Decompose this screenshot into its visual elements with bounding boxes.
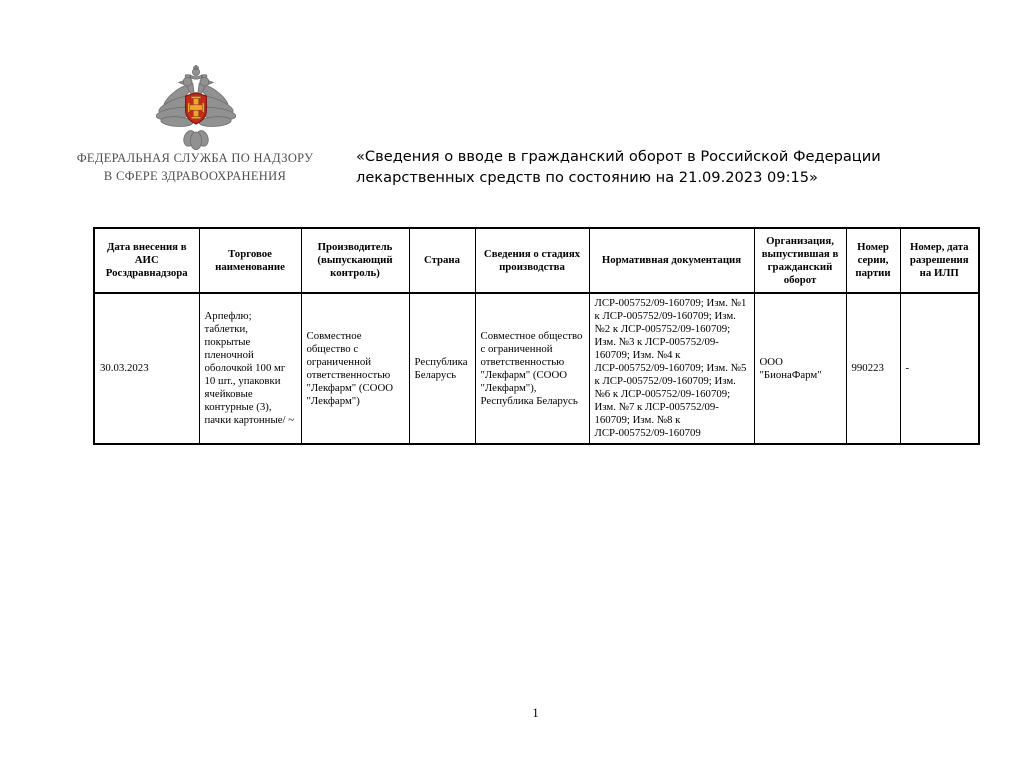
column-header-country: Страна (409, 228, 475, 293)
manufacturer-cell: Совместное общество с ограниченной ответственностью "Лекфарм" (СООО "Лекфарм") (301, 293, 409, 444)
column-header-manufacturer: Производитель (выпускающий контроль) (301, 228, 409, 293)
batch-number-cell: 990223 (846, 293, 900, 444)
column-header-release-organization: Организация, выпустившая в гражданский оборот (754, 228, 846, 293)
page-number: 1 (532, 706, 539, 720)
column-header-production-stages: Сведения о стадиях производства (475, 228, 589, 293)
table-row (94, 293, 979, 444)
trade-name-cell: Арпефлю; таблетки, покрытые пленочной оболочкой 100 мг 10 шт., упаковки ячейковые контурные (3), пачки картонные/ ~ (199, 293, 301, 444)
column-header-regulatory-docs: Нормативная документация (589, 228, 754, 293)
table-header-row (94, 228, 979, 293)
document-title: «Сведения о вводе в гражданский оборот в Российской Федерации лекарственных средств по состоянию на 21.09.2023 09:15» (356, 148, 881, 186)
country-cell: Республика Беларусь (409, 293, 475, 444)
production-stages-cell: Совместное общество с ограниченной ответственностью "Лекфарм" (СООО "Лекфарм"), Республика Беларусь (475, 293, 589, 444)
release-organization-cell: ООО "БионаФарм" (754, 293, 846, 444)
agency-name-line2: В СФЕРЕ ЗДРАВООХРАНЕНИЯ (103, 169, 287, 183)
regulatory-docs-cell: ЛСР-005752/09-160709; Изм. №1 к ЛСР-005752/09-160709; Изм. №2 к ЛСР-005752/09-160709; Изм. №3 к ЛСР-005752/09-160709; Изм. №4 к ЛСР-005752/09-160709; Изм. №5 к ЛСР-005752/09-160709; Изм. №6 к ЛСР-005752/09-160709; Изм. №7 к ЛСР-005752/09-160709; Изм. №8 к ЛСР-005752/09-160709 (589, 293, 754, 444)
column-header-date-added: Дата внесения в АИС Росздравнадзора (94, 228, 199, 293)
column-header-batch-number: Номер серии, партии (846, 228, 900, 293)
drug-circulation-table (93, 227, 980, 445)
roszdravnadzor-emblem-icon (156, 64, 236, 152)
ilp-permit-cell: - (900, 293, 979, 444)
date-added-cell: 30.03.2023 (94, 293, 199, 444)
agency-name-line1: ФЕДЕРАЛЬНАЯ СЛУЖБА ПО НАДЗОРУ (76, 151, 314, 165)
column-header-ilp-permit: Номер, дата разрешения на ИЛП (900, 228, 979, 293)
agency-name (40, 149, 350, 185)
column-header-trade-name: Торговое наименование (199, 228, 301, 293)
